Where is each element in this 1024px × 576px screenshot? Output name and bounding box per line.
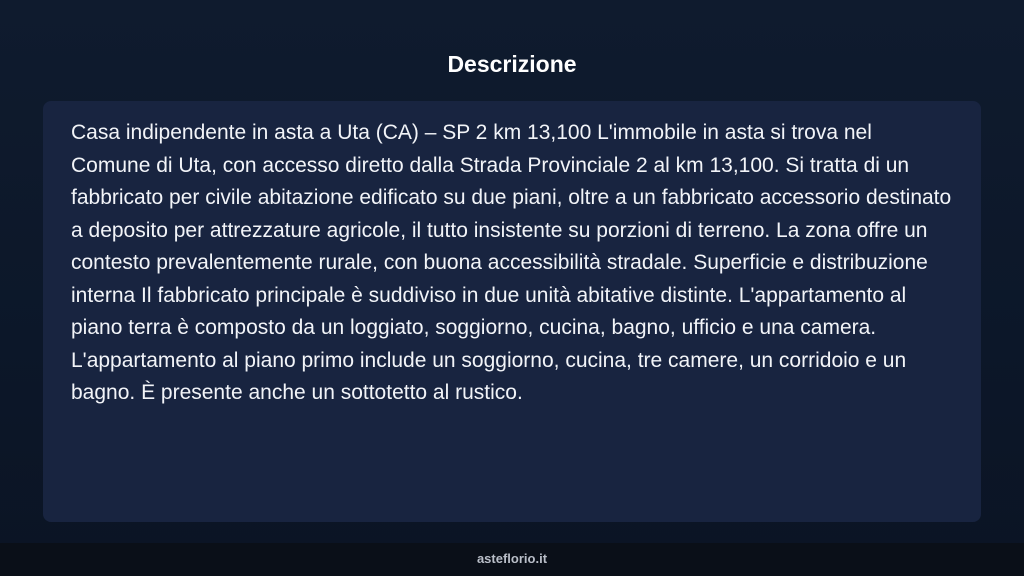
page-title: Descrizione <box>447 51 577 77</box>
description-card <box>43 101 981 522</box>
footer-bar <box>0 543 1024 576</box>
description-text: Casa indipendente in asta a Uta (CA) – SP 2 km 13,100 L'immobile in asta si trova nel Comune di Uta, con accesso diretto dalla Strada Provinciale 2 al km 13,100. Si tratta di un fabbricato per civile abitazione edificato su due piani, oltre a un fabbricato accessorio destinato a deposito per attrezzature agricole, il tutto insistente su porzioni di terreno. La zona offre un contesto prevalentemente rurale, con buona accessibilità stradale. Superficie e distribuzione interna Il fabbricato principale è suddiviso in due unità abitative distinte. L'appartamento al piano terra è composto da un loggiato, soggiorno, cucina, bagno, ufficio e una camera. L'appartamento al piano primo include un soggiorno, cucina, tre camere, un corridoio e un bagno. È presente anche un sottotetto al rustico. <box>71 121 952 404</box>
footer-site-label: asteflorio.it <box>476 551 548 566</box>
